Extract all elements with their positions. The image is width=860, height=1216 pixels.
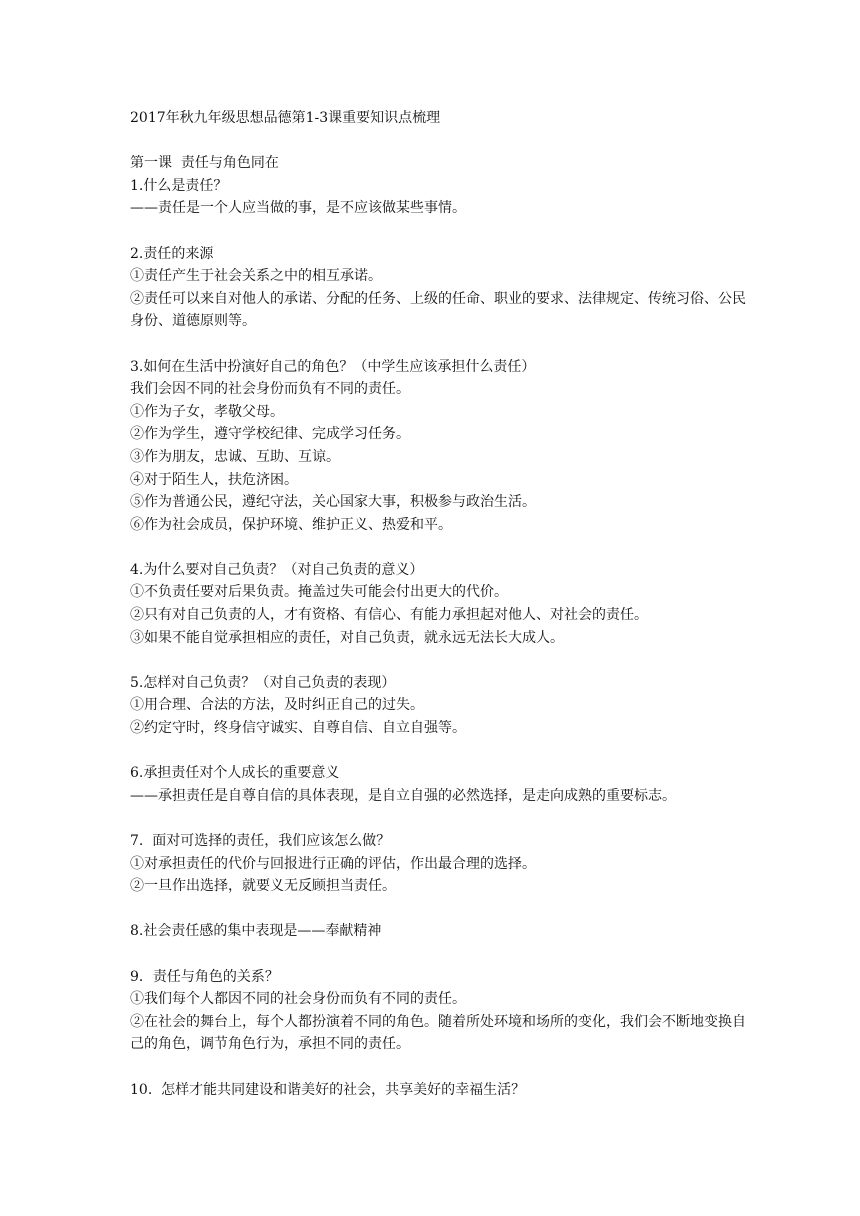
section-line: ①我们每个人都因不同的社会身份而负有不同的责任。 bbox=[130, 991, 466, 1008]
blank-line bbox=[130, 333, 750, 356]
lesson-title: 第一课 责任与角色同在 bbox=[130, 155, 279, 172]
blank-line bbox=[130, 807, 750, 830]
section-heading: 3.如何在生活中扮演好自己的角色？（中学生应该承担什么责任） bbox=[130, 358, 536, 375]
blank-line bbox=[130, 740, 750, 763]
blank-line bbox=[130, 649, 750, 672]
blank-line bbox=[130, 536, 750, 559]
section-heading: 5.怎样对自己负责？（对自己负责的表现） bbox=[130, 674, 396, 691]
section-line: ②只有对自己负责的人，才有资格、有信心、有能力承担起对他人、对社会的责任。 bbox=[130, 607, 648, 624]
section-line: ①对承担责任的代价与回报进行正确的评估，作出最合理的选择。 bbox=[130, 855, 536, 872]
section-line: ⑤作为普通公民，遵纪守法，关心国家大事，积极参与政治生活。 bbox=[130, 494, 536, 511]
section-heading: 9．责任与角色的关系？ bbox=[130, 968, 279, 985]
document-body bbox=[130, 107, 750, 1101]
section-line: ②约定守时，终身信守诚实、自尊自信、自立自强等。 bbox=[130, 720, 466, 737]
blank-line bbox=[130, 898, 750, 921]
section-line: ①作为子女，孝敬父母。 bbox=[130, 403, 284, 420]
section-line: ——承担责任是自尊自信的具体表现，是自立自强的必然选择，是走向成熟的重要标志。 bbox=[130, 787, 676, 804]
section-line: ②在社会的舞台上，每个人都扮演着不同的角色。随着所处环境和场所的变化，我们会不断地变换自己的角色，调节角色行为，承担不同的责任。 bbox=[130, 1013, 746, 1053]
section-line: ——责任是一个人应当做的事，是不应该做某些事情。 bbox=[130, 200, 466, 217]
section-heading: 10. 怎样才能共同建设和谐美好的社会，共享美好的幸福生活？ bbox=[130, 1081, 526, 1098]
section-line: ②作为学生，遵守学校纪律、完成学习任务。 bbox=[130, 426, 410, 443]
section-heading: 1.什么是责任？ bbox=[130, 177, 228, 194]
section-line: ②一旦作出选择，就要义无反顾担当责任。 bbox=[130, 878, 396, 895]
blank-line bbox=[130, 943, 750, 966]
section-line: ③如果不能自觉承担相应的责任，对自己负责，就永远无法长大成人。 bbox=[130, 629, 564, 646]
section-line: ①用合理、合法的方法，及时纠正自己的过失。 bbox=[130, 697, 424, 714]
section-heading: 6.承担责任对个人成长的重要意义 bbox=[130, 765, 340, 782]
section-line: ①不负责任要对后果负责。掩盖过失可能会付出更大的代价。 bbox=[130, 584, 508, 601]
section-line: 我们会因不同的社会身份而负有不同的责任。 bbox=[130, 381, 410, 398]
section-heading: 4.为什么要对自己负责？（对自己负责的意义） bbox=[130, 561, 424, 578]
section-line: ②责任可以来自对他人的承诺、分配的任务、上级的任命、职业的要求、法律规定、传统习俗、公民身份、道德原则等。 bbox=[130, 290, 746, 330]
section-heading: 8.社会责任感的集中表现是——奉献精神 bbox=[130, 923, 382, 940]
section-line: ⑥作为社会成员，保护环境、维护正义、热爱和平。 bbox=[130, 516, 452, 533]
section-line: ④对于陌生人，扶危济困。 bbox=[130, 471, 298, 488]
section-heading: 7. 面对可选择的责任，我们应该怎么做？ bbox=[130, 833, 391, 849]
blank-line bbox=[130, 130, 750, 153]
blank-line bbox=[130, 220, 750, 243]
section-heading: 2.责任的来源 bbox=[130, 245, 214, 262]
blank-line bbox=[130, 1056, 750, 1079]
section-line: ③作为朋友，忠诚、互助、互谅。 bbox=[130, 448, 340, 465]
document-title: 2017年秋九年级思想品德第1-3课重要知识点梳理 bbox=[130, 110, 441, 126]
section-line: ①责任产生于社会关系之中的相互承诺。 bbox=[130, 268, 382, 285]
